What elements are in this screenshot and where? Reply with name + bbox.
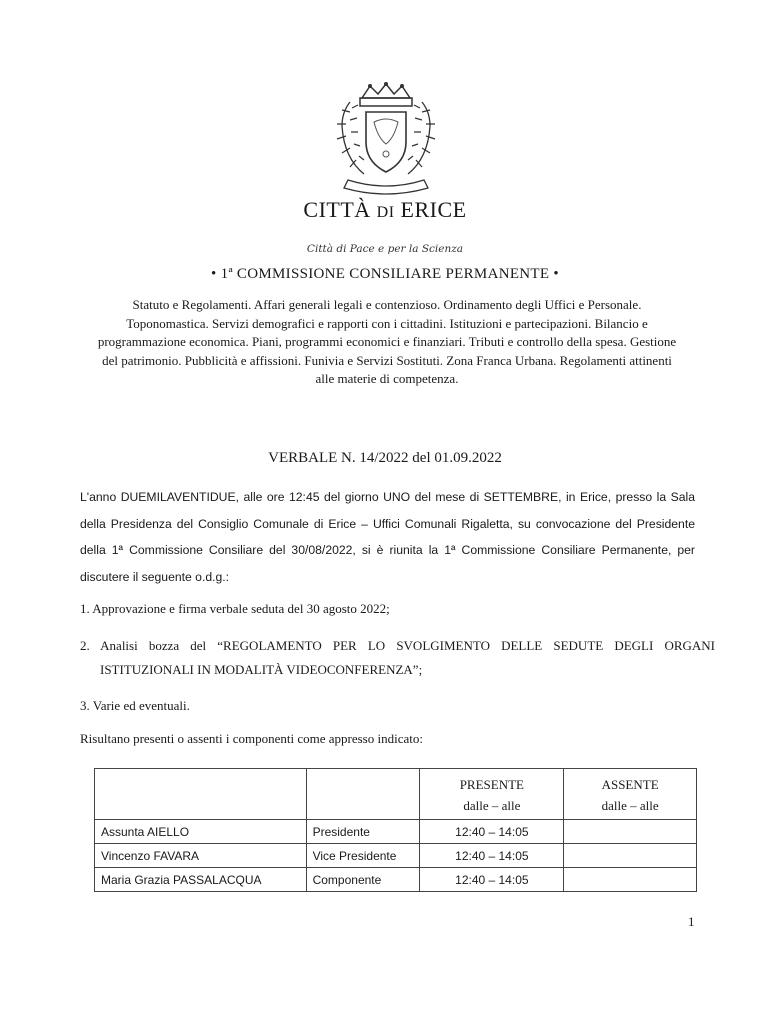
header-absent-range: dalle – alle bbox=[564, 793, 697, 820]
member-present-time: 12:40 – 14:05 bbox=[420, 844, 564, 868]
verbale-title: VERBALE N. 14/2022 del 01.09.2022 bbox=[268, 450, 502, 466]
member-role: Presidente bbox=[306, 820, 420, 844]
city-motto: Città di Pace e per la Scienza bbox=[306, 243, 464, 255]
member-present-time: 12:40 – 14:05 bbox=[420, 820, 564, 844]
member-role: Componente bbox=[306, 868, 420, 892]
header-blank-name-2 bbox=[95, 793, 307, 820]
city-name-part-1: CITTÀ bbox=[303, 197, 371, 222]
presence-intro: Risultano presenti o assenti i componenti come appresso indicato: bbox=[80, 731, 423, 746]
city-name-heading bbox=[0, 197, 770, 223]
member-role: Vice Presidente bbox=[306, 844, 420, 868]
city-name-part-3: ERICE bbox=[400, 197, 467, 222]
member-absent-time bbox=[564, 868, 697, 892]
member-absent-time bbox=[564, 820, 697, 844]
attendance-row bbox=[95, 868, 697, 892]
header-present-range: dalle – alle bbox=[420, 793, 564, 820]
commission-title: • 1ª COMMISSIONE CONSILIARE PERMANENTE • bbox=[211, 266, 559, 282]
header-present: PRESENTE bbox=[420, 769, 564, 794]
attendance-row bbox=[95, 820, 697, 844]
attendance-table bbox=[94, 768, 697, 892]
page-number: 1 bbox=[688, 914, 695, 929]
city-name-part-2: DI bbox=[376, 204, 395, 221]
header-absent: ASSENTE bbox=[564, 769, 697, 794]
header-blank-name bbox=[95, 769, 307, 794]
agenda-item-1: 1. Approvazione e firma verbale seduta del 30 agosto 2022; bbox=[80, 601, 390, 616]
attendance-row bbox=[95, 844, 697, 868]
verbale-intro-paragraph: L'anno DUEMILAVENTIDUE, alle ore 12:45 del giorno UNO del mese di SETTEMBRE, in Erice, presso la Sala della Presidenza del Consiglio Comunale di Erice – Uffici Comunali Rigaletta, su convocazione del Presidente della 1ª Commissione Consiliare del 30/08/2022, si è riunita la 1ª Commissione Consiliare Permanente, per discutere il seguente o.d.g.: bbox=[80, 490, 695, 584]
header-blank-role bbox=[306, 769, 420, 794]
city-crest-emblem bbox=[320, 82, 452, 200]
member-absent-time bbox=[564, 844, 697, 868]
member-present-time: 12:40 – 14:05 bbox=[420, 868, 564, 892]
agenda-item-3: 3. Varie ed eventuali. bbox=[80, 698, 190, 713]
member-name: Vincenzo FAVARA bbox=[95, 844, 307, 868]
commission-competences: Statuto e Regolamenti. Affari generali legali e contenzioso. Ordinamento degli Uffici e Personale. Toponomastica. Servizi demografici e rapporti con i cittadini. Istituzioni e partecipazioni. Bilancio e programmazione economica. Piani, programmi economici e finanziari. Tributi e controllo della spesa. Gestione del patrimonio. Pubblicità e affissioni. Funivia e Servizi Sostituti. Zona Franca Urbana. Regolamenti attinenti alle materie di competenza. bbox=[97, 297, 677, 387]
member-name: Maria Grazia PASSALACQUA bbox=[95, 868, 307, 892]
header-blank-role-2 bbox=[306, 793, 420, 820]
member-name: Assunta AIELLO bbox=[95, 820, 307, 844]
agenda-item-2: 2. Analisi bozza del “REGOLAMENTO PER LO SVOLGIMENTO DELLE SEDUTE DEGLI ORGANI ISTITUZIONALI IN MODALITÀ VIDEOCONFERENZA”; bbox=[80, 638, 715, 677]
